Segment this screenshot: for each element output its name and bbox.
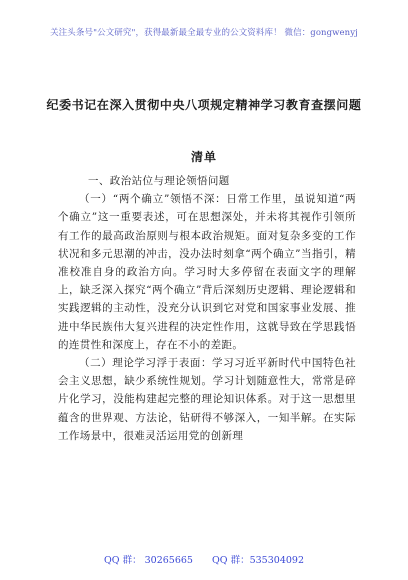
document-body [58, 172, 356, 445]
footer [0, 552, 408, 566]
footer-qq-group-1: QQ 群： 30265665 [103, 555, 193, 566]
paragraph-2: （二）理论学习浮于表面：学习习近平新时代中国特色社会主义思想，缺少系统性规划。学习计划随意性大，常常是碎片化学习，没能构建起完整的理论知识体系。对于这一思想里蕴含的世界观、方法论，钻研得不够深入，一知半解。在实际工作场景中，很难灵活运用党的创新理 [58, 357, 356, 442]
footer-qq-group-2: QQ 群：535304092 [212, 555, 304, 566]
document-subtitle: 清单 [190, 150, 217, 164]
paragraph-1: （一）“两个确立”领悟不深：日常工作里，虽说知道“两个确立”这一重要表述，可在思想深处，并未将其视作引领所有工作的最高政治原则与根本政治规矩。面对复杂多变的工作状况和多元思潮的冲击，没办法时刻拿“两个确立”当指引，精准校准自身的政治方向。学习时大多停留在表面文字的理解上，缺乏深入探究“两个确立”背后深刻历史逻辑、理论逻辑和实践逻辑的主动性，没充分认识到它对党和国家事业发展、推进中华民族伟大复兴进程的决定性作用，这就导致在学思践悟的连贯性和深度上，存在不小的差距。 [58, 193, 356, 351]
header-note: 关注头条号"公文研究"，获得最新最全最专业的公文资料库！ 微信：gongwenyj [50, 28, 358, 38]
document-title: 纪委书记在深入贯彻中央八项规定精神学习教育查摆问题 [46, 98, 362, 112]
section-heading: 一、政治站位与理论领悟问题 [88, 175, 230, 187]
